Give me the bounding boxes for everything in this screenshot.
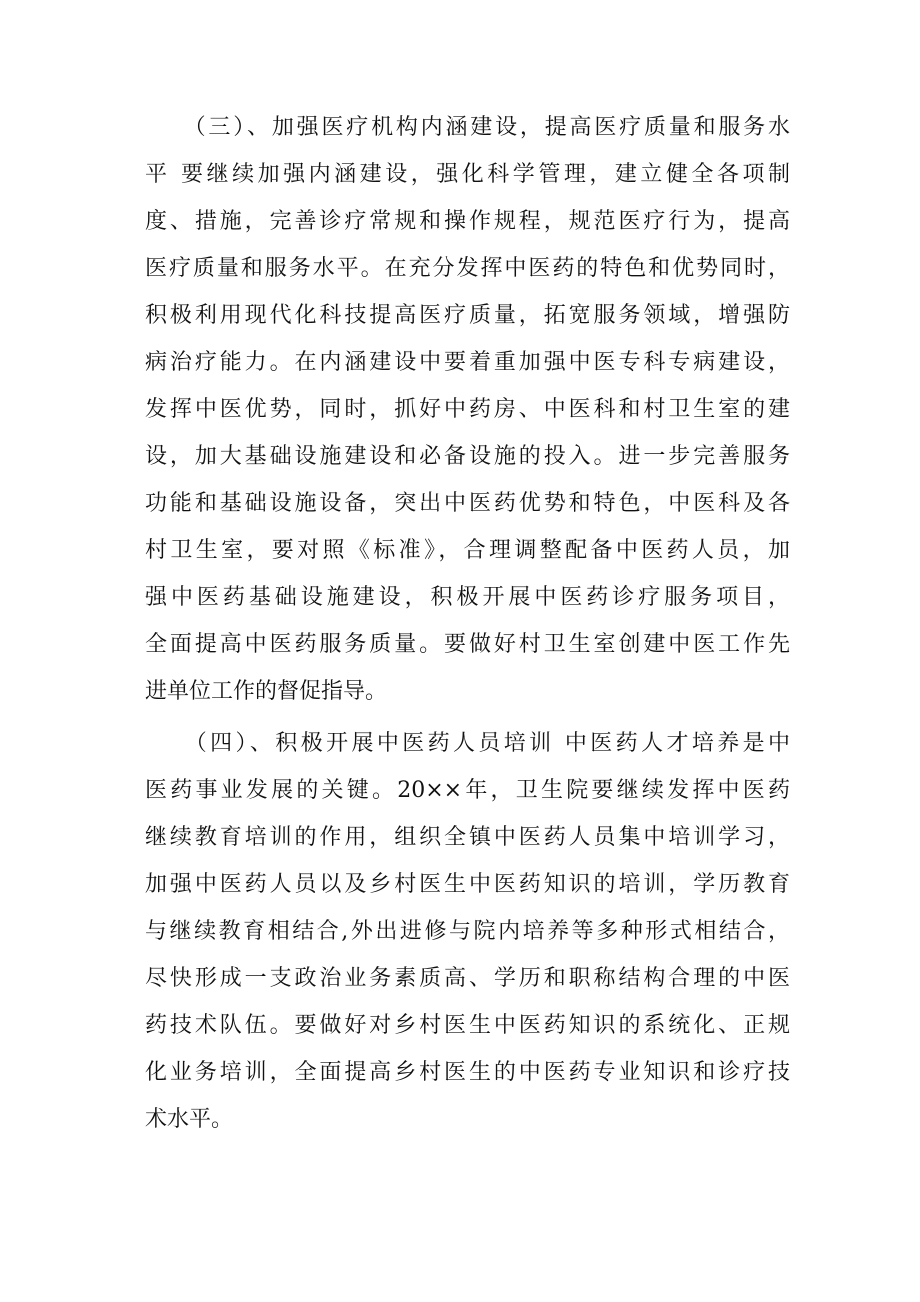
text-line: 医疗质量和服务水平。在充分发挥中医药的特色和优势同时， [145,256,790,281]
text-line: （四）、积极开展中医药人员培训 中医药人才培养是中 [145,731,790,756]
text-line: 医药事业发展的关键。20××年，卫生院要继续发挥中医药 [145,778,790,803]
text-line: 发挥中医优势，同时，抓好中药房、中医科和村卫生室的建 [145,397,790,422]
text-line: 尽快形成一支政治业务素质高、学历和职称结构合理的中医 [145,966,790,991]
text-line: 病治疗能力。在内涵建设中要着重加强中医专科专病建设， [145,350,790,375]
paragraph-four [145,720,790,1143]
text-line: 术水平。 [145,1107,234,1132]
text-line: 药技术队伍。要做好对乡村医生中医药知识的系统化、正规 [145,1013,790,1038]
text-line: 设，加大基础设施建设和必备设施的投入。进一步完善服务 [145,444,790,469]
text-line: 度、措施，完善诊疗常规和操作规程，规范医疗行为，提高 [145,209,790,234]
text-line: 全面提高中医药服务质量。要做好村卫生室创建中医工作先 [145,632,790,657]
text-line: 强中医药基础设施建设，积极开展中医药诊疗服务项目， [145,585,790,610]
text-line: 进单位工作的督促指导。 [145,679,388,704]
text-line: 平 要继续加强内涵建设，强化科学管理，建立健全各项制 [145,162,790,187]
text-line: 化业务培训，全面提高乡村医生的中医药专业知识和诊疗技 [145,1060,790,1085]
text-line: （三）、加强医疗机构内涵建设，提高医疗质量和服务水 [145,115,790,140]
text-line: 与继续教育相结合,外出进修与院内培养等多种形式相结合， [145,919,790,944]
paragraph-three [145,104,790,715]
text-line: 村卫生室，要对照《标准》，合理调整配备中医药人员，加 [145,538,790,563]
text-line: 积极利用现代化科技提高医疗质量，拓宽服务领域，增强防 [145,303,790,328]
text-line: 加强中医药人员以及乡村医生中医药知识的培训，学历教育 [145,872,790,897]
text-line: 功能和基础设施设备，突出中医药优势和特色，中医科及各 [145,491,790,516]
document-body [145,104,790,1148]
text-line: 继续教育培训的作用，组织全镇中医药人员集中培训学习， [145,825,790,850]
